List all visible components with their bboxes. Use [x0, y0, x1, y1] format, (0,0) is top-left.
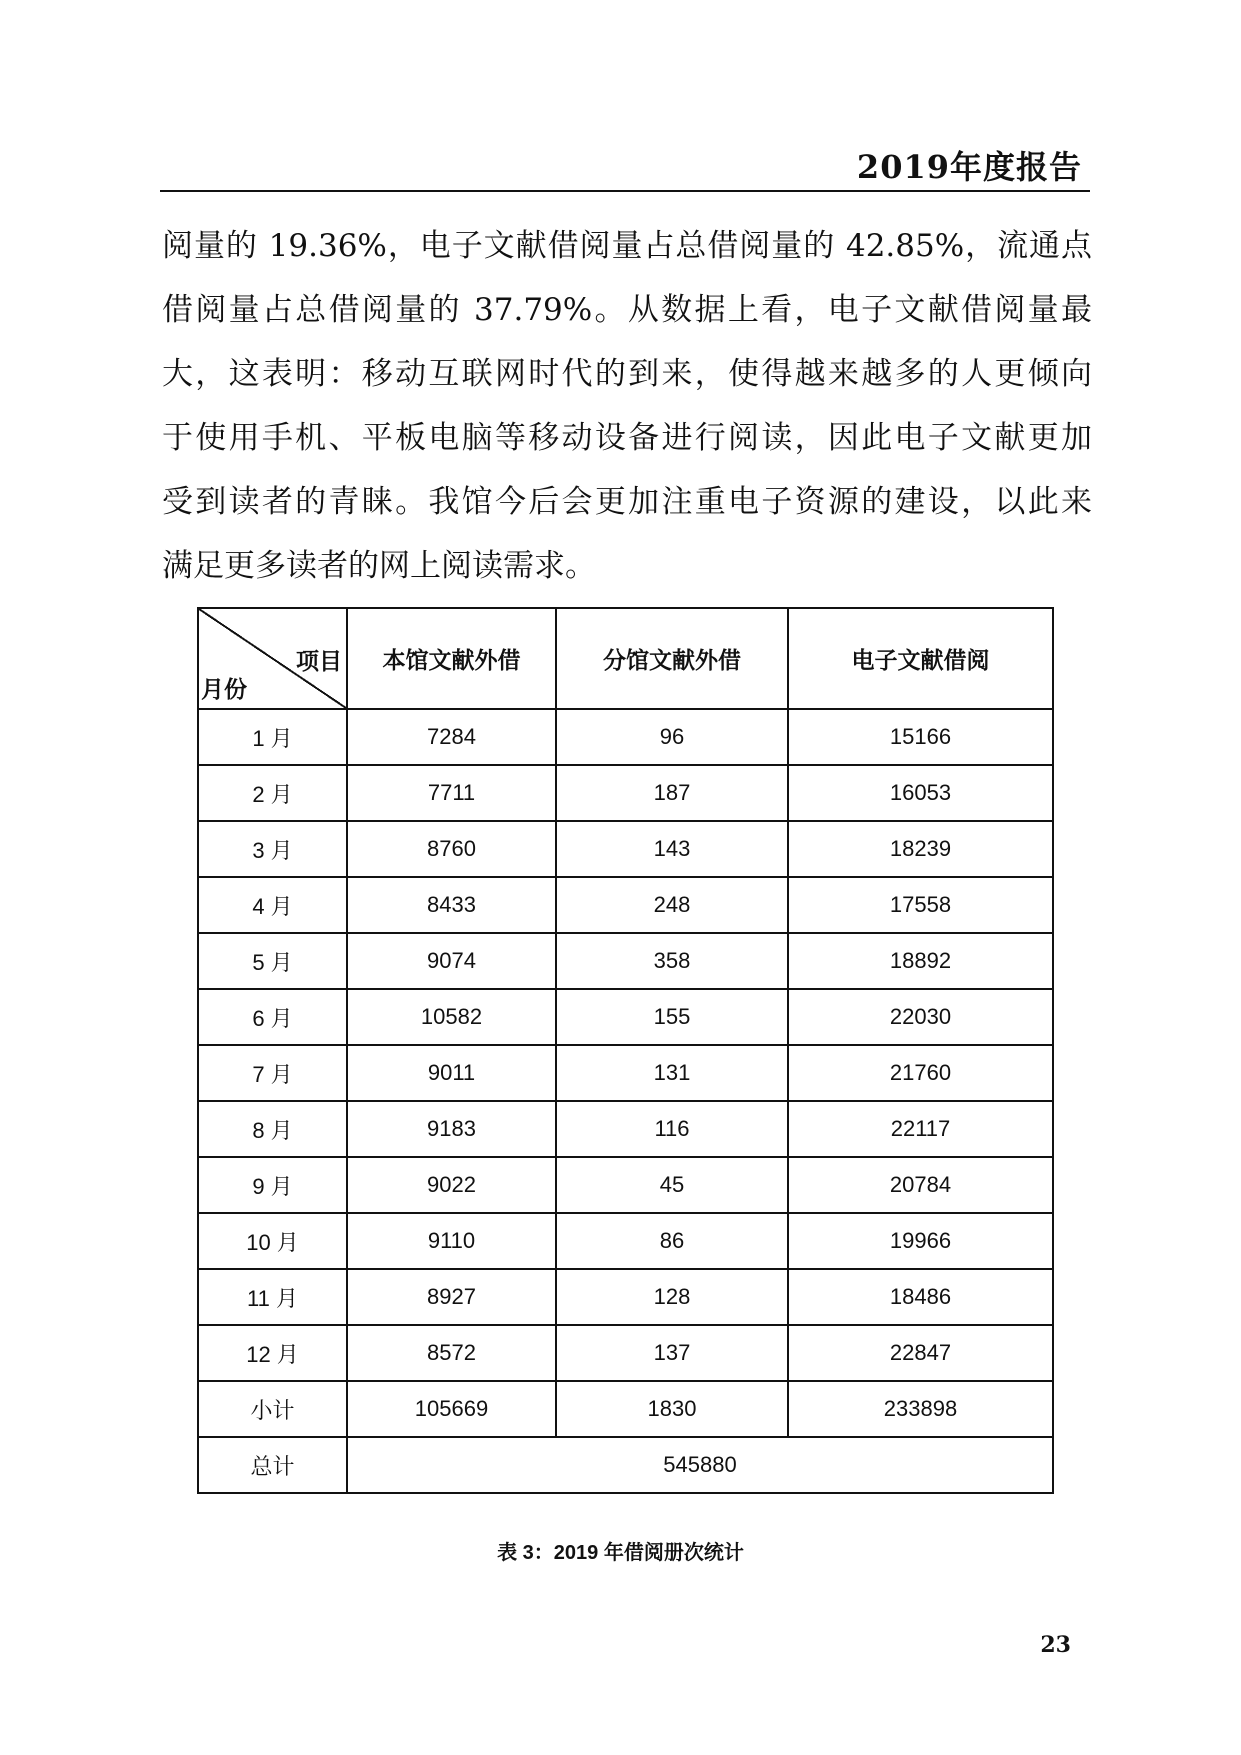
month-cell: 10 月 [198, 1213, 347, 1269]
branch-library-cell: 96 [556, 709, 788, 765]
table-row [198, 709, 1053, 765]
subtotal-row [198, 1381, 1053, 1437]
branch-library-cell: 45 [556, 1157, 788, 1213]
branch-library-cell: 116 [556, 1101, 788, 1157]
diagonal-header-cell [198, 608, 347, 709]
subtotal-label: 小计 [198, 1381, 347, 1437]
main-library-cell: 8572 [347, 1325, 556, 1381]
month-cell: 2 月 [198, 765, 347, 821]
month-cell: 5 月 [198, 933, 347, 989]
body-line: 于使用手机、平板电脑等移动设备进行阅读，因此电子文献更加 [162, 420, 1092, 456]
electronic-cell: 22847 [788, 1325, 1053, 1381]
main-library-cell: 9074 [347, 933, 556, 989]
subtotal-branch-library: 1830 [556, 1381, 788, 1437]
table-caption: 表 3：2019 年借阅册次统计 [497, 1542, 744, 1564]
total-value: 545880 [347, 1437, 1053, 1493]
month-cell: 3 月 [198, 821, 347, 877]
main-library-cell: 9022 [347, 1157, 556, 1213]
month-cell: 6 月 [198, 989, 347, 1045]
table-row [198, 1213, 1053, 1269]
electronic-cell: 21760 [788, 1045, 1053, 1101]
electronic-cell: 17558 [788, 877, 1053, 933]
table-row [198, 933, 1053, 989]
page-header [160, 138, 1090, 192]
main-library-cell: 8433 [347, 877, 556, 933]
branch-library-cell: 137 [556, 1325, 788, 1381]
body-line: 阅量的 19.36%，电子文献借阅量占总借阅量的 42.85%，流通点 [162, 228, 1092, 264]
body-line: 满足更多读者的网上阅读需求。 [162, 548, 596, 584]
electronic-cell: 15166 [788, 709, 1053, 765]
corner-label-month: 月份 [201, 676, 247, 702]
branch-library-cell: 358 [556, 933, 788, 989]
corner-label-item: 项目 [296, 648, 342, 674]
table-row [198, 1045, 1053, 1101]
table-row [198, 821, 1053, 877]
month-cell: 12 月 [198, 1325, 347, 1381]
table-row [198, 765, 1053, 821]
body-line: 受到读者的青睐。我馆今后会更加注重电子资源的建设，以此来 [162, 484, 1092, 520]
electronic-cell: 22117 [788, 1101, 1053, 1157]
main-library-cell: 9011 [347, 1045, 556, 1101]
report-title: 2019年度报告 [856, 148, 1082, 186]
branch-library-cell: 187 [556, 765, 788, 821]
main-library-cell: 8927 [347, 1269, 556, 1325]
table-row [198, 1325, 1053, 1381]
borrowing-stats-table [197, 607, 1054, 1494]
branch-library-cell: 155 [556, 989, 788, 1045]
month-cell: 9 月 [198, 1157, 347, 1213]
electronic-cell: 19966 [788, 1213, 1053, 1269]
table-row [198, 1269, 1053, 1325]
column-header-main-library: 本馆文献外借 [347, 608, 556, 709]
total-row [198, 1437, 1053, 1493]
electronic-cell: 16053 [788, 765, 1053, 821]
month-cell: 8 月 [198, 1101, 347, 1157]
table-row [198, 1101, 1053, 1157]
column-header-branch-library: 分馆文献外借 [556, 608, 788, 709]
main-library-cell: 7284 [347, 709, 556, 765]
main-library-cell: 9183 [347, 1101, 556, 1157]
electronic-cell: 22030 [788, 989, 1053, 1045]
main-library-cell: 7711 [347, 765, 556, 821]
electronic-cell: 18486 [788, 1269, 1053, 1325]
main-library-cell: 8760 [347, 821, 556, 877]
main-library-cell: 10582 [347, 989, 556, 1045]
month-cell: 7 月 [198, 1045, 347, 1101]
table-header-row [198, 608, 1053, 709]
table-row [198, 877, 1053, 933]
branch-library-cell: 248 [556, 877, 788, 933]
electronic-cell: 20784 [788, 1157, 1053, 1213]
month-cell: 11 月 [198, 1269, 347, 1325]
main-library-cell: 9110 [347, 1213, 556, 1269]
subtotal-electronic: 233898 [788, 1381, 1053, 1437]
branch-library-cell: 86 [556, 1213, 788, 1269]
table-row [198, 989, 1053, 1045]
body-line: 大，这表明：移动互联网时代的到来，使得越来越多的人更倾向 [162, 356, 1092, 392]
electronic-cell: 18239 [788, 821, 1053, 877]
column-header-electronic: 电子文献借阅 [788, 608, 1053, 709]
month-cell: 4 月 [198, 877, 347, 933]
table-row [198, 1157, 1053, 1213]
total-label: 总计 [198, 1437, 347, 1493]
branch-library-cell: 128 [556, 1269, 788, 1325]
electronic-cell: 18892 [788, 933, 1053, 989]
month-cell: 1 月 [198, 709, 347, 765]
branch-library-cell: 131 [556, 1045, 788, 1101]
body-paragraph [162, 214, 1092, 598]
body-line: 借阅量占总借阅量的 37.79%。从数据上看，电子文献借阅量最 [162, 292, 1092, 328]
subtotal-main-library: 105669 [347, 1381, 556, 1437]
branch-library-cell: 143 [556, 821, 788, 877]
page-number: 23 [1040, 1632, 1071, 1658]
